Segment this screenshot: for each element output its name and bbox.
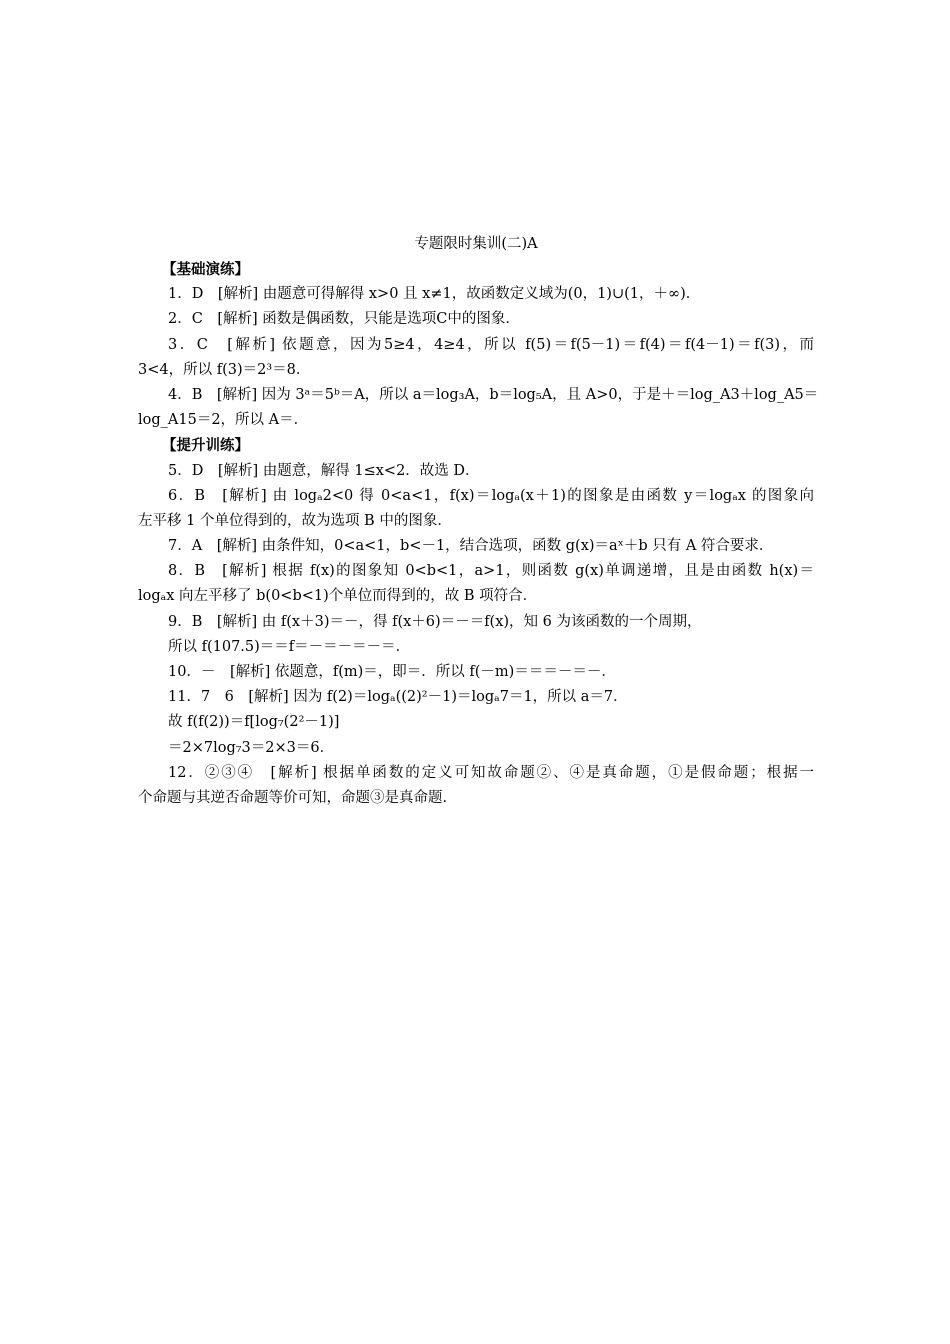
- answer-12-line-2: 个命题与其逆否命题等价可知，命题③是真命题．: [138, 789, 457, 806]
- answer-8-line-2: logₐx 向左平移了 b(0<b<1)个单位而得到的，故 B 项符合．: [138, 588, 538, 605]
- section-heading-advanced: 【提升训练】: [162, 437, 249, 455]
- answer-9-line-1: 9．B [解析] 由 f(x＋3)＝－，得 f(x＋6)＝－＝f(x)，知 6 为该函数的一个周期，: [168, 613, 702, 630]
- answer-3-line-2: 3<4，所以 f(3)＝2³＝8．: [138, 361, 311, 378]
- answer-9-line-2: 所以 f(107.5)＝＝f＝－＝－＝－＝．: [168, 638, 411, 655]
- section-heading-basic: 【基础演练】: [162, 261, 249, 278]
- answer-7: 7．A [解析] 由条件知，0<a<1，b<－1，结合选项，函数 g(x)＝aˣ＋b 只有 A 符合要求．: [168, 538, 774, 555]
- answer-11-line-1: 11．7 6 [解析] 因为 f(2)＝logₐ((2)²－1)＝logₐ7＝1，所以 a＝7．: [168, 689, 628, 706]
- answer-2: 2．C [解析] 函数是偶函数，只能是选项C中的图象．: [168, 311, 520, 328]
- answer-12-line-1: 12．②③④ [解析] 根据单函数的定义可知故命题②、④是真命题，①是假命题；根据一: [168, 764, 814, 781]
- answer-6-line-1: 6．B [解析] 由 logₐ2<0 得 0<a<1，f(x)＝logₐ(x＋1)的图象是由函数 y＝logₐx 的图象向: [168, 487, 814, 504]
- answer-11-line-3: ＝2×7log₇3＝2×3＝6．: [168, 739, 335, 756]
- answer-8-line-1: 8．B [解析] 根据 f(x)的图象知 0<b<1，a>1，则函数 g(x)单调递增，且是由函数 h(x)＝: [168, 563, 814, 580]
- answer-3-line-1: 3．C [解析] 依题意，因为5≥4，4≥4，所以 f(5)＝f(5－1)＝f(4)＝f(4－1)＝f(3)，而: [168, 336, 814, 353]
- answer-11-line-2: 故 f(f(2))＝f[log₇(2²－1)]: [168, 714, 340, 731]
- answer-10: 10．－ [解析] 依题意，f(m)＝，即＝．所以 f(－m)＝＝＝－＝－．: [168, 664, 616, 680]
- document-page: [138, 232, 819, 811]
- answer-4-line-1: 4．B [解析] 因为 3ᵃ＝5ᵇ＝A，所以 a＝log₃A，b＝log₅A，且 A>0，于是＋＝log_A3＋log_A5＝: [168, 386, 819, 403]
- answer-4-line-2: log_A15＝2，所以 A＝．: [138, 412, 309, 429]
- document-title: 专题限时集训(二)A: [414, 236, 538, 252]
- answer-6-line-2: 左平移 1 个单位得到的，故为选项 B 中的图象．: [138, 512, 452, 529]
- answer-1: 1．D [解析] 由题意可得解得 x>0 且 x≠1，故函数定义域为(0，1)∪(1，＋∞)．: [168, 286, 701, 303]
- answer-5: 5．D [解析] 由题意，解得 1≤x<2．故选 D．: [168, 462, 480, 479]
